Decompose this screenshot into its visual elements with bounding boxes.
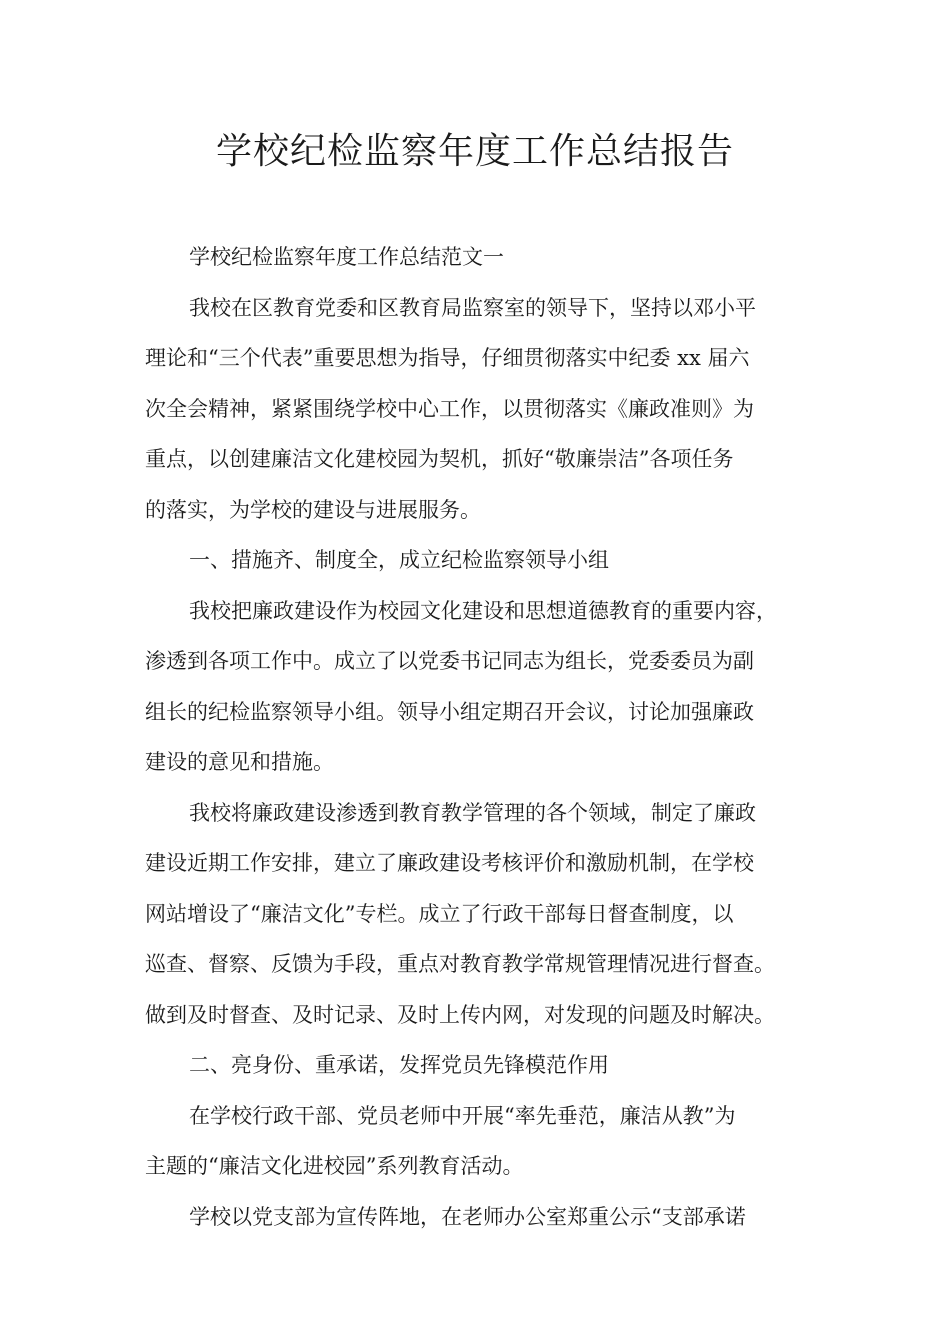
text-line: 我校将廉政建设渗透到教育教学管理的各个领域，制定了廉政 xyxy=(189,800,756,825)
text-line: 网站增设了“廉洁文化”专栏。成立了行政干部每日督查制度，以 xyxy=(145,901,734,926)
text-line: 做到及时督查、及时记录、及时上传内网，对发现的问题及时解决。 xyxy=(145,1002,775,1027)
text-line: 组长的纪检监察领导小组。领导小组定期召开会议，讨论加强廉政 xyxy=(145,699,754,724)
text-line: 建设的意见和措施。 xyxy=(145,750,334,774)
text-line: 在学校行政干部、党员老师中开展“率先垂范，廉洁从教”为 xyxy=(189,1103,736,1128)
text-line: 重点，以创建廉洁文化建校园为契机，抓好“敬廉崇洁”各项任务 xyxy=(145,447,734,471)
text-line: 巡查、督察、反馈为手段，重点对教育教学常规管理情况进行督查。 xyxy=(145,952,775,976)
text-line: 理论和“三个代表”重要思想为指导，仔细贯彻落实中纪委 xx 届六 xyxy=(145,346,750,370)
section-heading: 二、亮身份、重承诺，发挥党员先锋模范作用 xyxy=(189,1053,609,1077)
text-line: 渗透到各项工作中。成立了以党委书记同志为组长，党委委员为副 xyxy=(145,649,754,673)
text-line: 学校以党支部为宣传阵地，在老师办公室郑重公示“支部承诺 xyxy=(189,1204,746,1229)
section-heading: 一、措施齐、制度全，成立纪检监察领导小组 xyxy=(189,548,609,572)
text-line: 学校纪检监察年度工作总结范文一 xyxy=(189,245,504,269)
text-line: 建设近期工作安排，建立了廉政建设考核评价和激励机制，在学校 xyxy=(145,851,754,875)
text-line: 的落实，为学校的建设与进展服务。 xyxy=(145,497,481,522)
text-line: 我校把廉政建设作为校园文化建设和思想道德教育的重要内容， xyxy=(189,598,777,623)
document-title: 学校纪检监察年度工作总结报告 xyxy=(215,131,734,172)
text-line: 主题的“廉洁文化进校园”系列教育活动。 xyxy=(145,1154,524,1178)
document-body xyxy=(145,232,825,1242)
text-line: 我校在区教育党委和区教育局监察室的领导下，坚持以邓小平 xyxy=(189,295,756,320)
text-line: 次全会精神，紧紧围绕学校中心工作，以贯彻落实《廉政准则》为 xyxy=(145,396,754,421)
